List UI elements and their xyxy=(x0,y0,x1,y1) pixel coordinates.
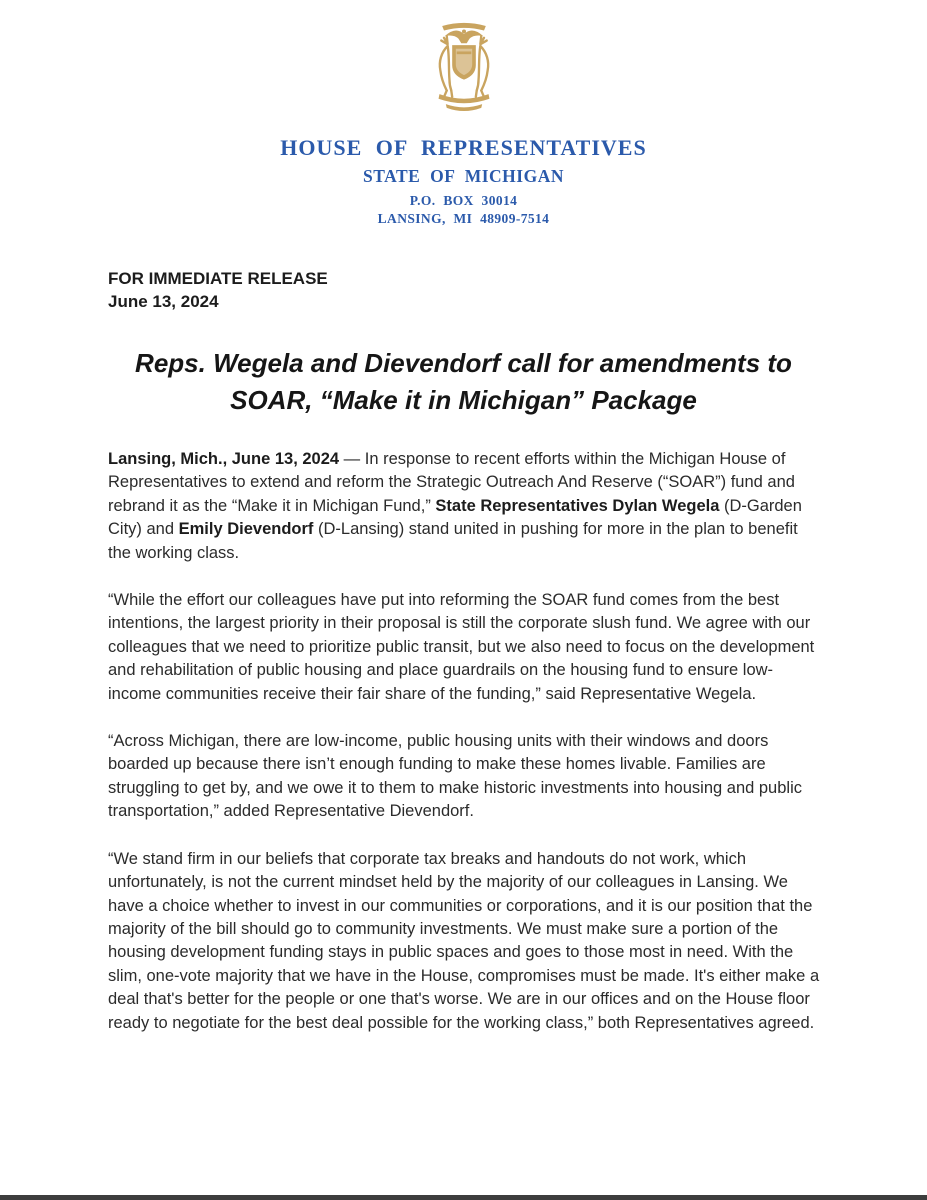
headline-line-2: SOAR, “Make it in Michigan” Package xyxy=(230,385,697,415)
rep-dievendorf-name: Emily Dievendorf xyxy=(178,520,314,539)
paragraph-dateline xyxy=(108,448,822,565)
paragraph-1-text: — In response to recent efforts within the Michigan House of Representatives to extend and reform the Strategic Outreach And Reserve (“SOAR”) fund and rebrand it as the “Make it in Michigan Fund,” xyxy=(108,450,795,515)
letterhead-org-name: HOUSE OF REPRESENTATIVES xyxy=(280,135,647,160)
paragraph-1-text-2: (D-Garden City) and xyxy=(108,496,802,539)
headline xyxy=(74,345,854,419)
michigan-coat-of-arms-icon xyxy=(418,16,510,116)
release-tag: FOR IMMEDIATE RELEASE xyxy=(108,269,328,288)
paragraph-1-text-3: (D-Lansing) stand united in pushing for more in the plan to benefit the working class. xyxy=(108,520,798,562)
headline-line-1: Reps. Wegela and Dievendorf call for amendments to xyxy=(135,348,792,378)
rep-wegela-name: State Representatives Dylan Wegela xyxy=(435,496,720,515)
paragraph-wegela-quote: “While the effort our colleagues have put into reforming the SOAR fund comes from the best intentions, the largest priority in their proposal is still the corporate slush fund. We agree with our colleagues that we need to prioritize public transit, but we also need to focus on the development and rehabilitation of public housing and place guardrails on the housing fund to ensure low-income communities receive their fair share of the funding,” said Representative Wegela. xyxy=(108,591,815,703)
paragraph-joint-quote: “We stand firm in our beliefs that corporate tax breaks and handouts do not work, which unfortunately, is not the current mindset held by the majority of our colleagues in Lansing. We have a choice whether to invest in our communities or corporations, and it is our position that the majority of the bill should go to community investments. We must make sure a portion of the housing development funding stays in public spaces and goes to those most in need. With the slim, one-vote majority that we have in the House, compromises must be made. It's either make a deal that's better for the people or one that's worse. We are in our offices and on the House floor ready to negotiate for the best deal possible for the working class,” both Representatives agreed. xyxy=(108,849,820,1032)
release-info xyxy=(108,267,820,313)
scan-edge-bar xyxy=(0,1195,927,1200)
release-date: June 13, 2024 xyxy=(108,292,219,311)
letterhead xyxy=(0,0,927,227)
letterhead-state-name: STATE OF MICHIGAN xyxy=(363,166,564,186)
dateline: Lansing, Mich., June 13, 2024 xyxy=(108,450,340,468)
letterhead-po-box: P.O. BOX 30014 xyxy=(409,193,518,208)
body-copy xyxy=(108,448,822,1035)
letterhead-address-line: LANSING, MI 48909-7514 xyxy=(377,211,550,226)
paragraph-dievendorf-quote: “Across Michigan, there are low-income, public housing units with their windows and doors boarded up because there isn’t enough funding to make these homes livable. Families are struggling to get by, and we owe it to them to make historic investments into housing and public transportation,” added Representative Dievendorf. xyxy=(108,732,802,821)
